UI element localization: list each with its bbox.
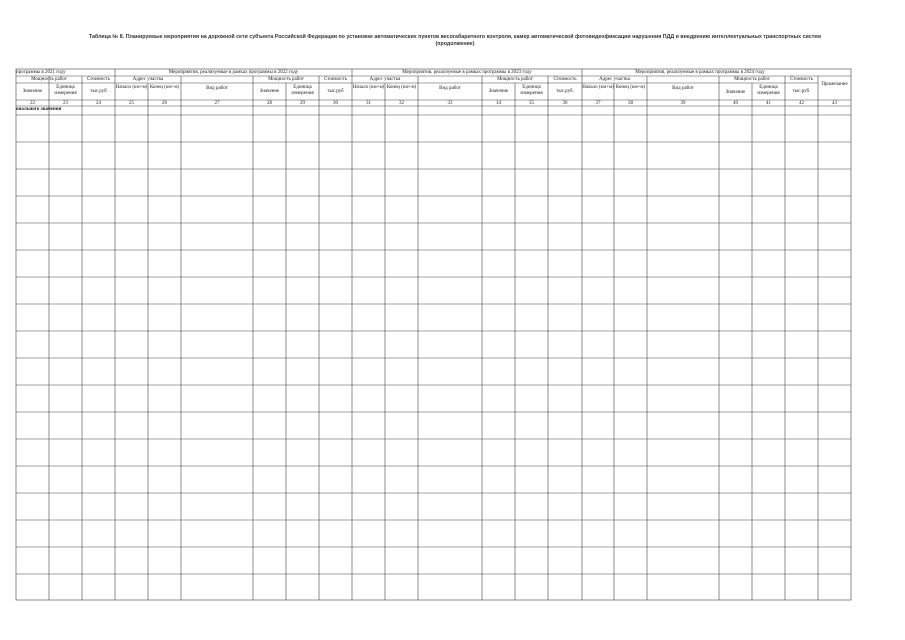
group-header-2021: программы в 2021 году (16, 69, 66, 75)
subheader-capacity-2024: Мощность работ (734, 76, 770, 82)
col-num-39: 39 (680, 100, 686, 106)
col-num-33: 33 (447, 100, 453, 106)
col-num-35: 35 (529, 100, 534, 106)
col-num-25: 25 (129, 100, 134, 106)
col-num-36: 36 (562, 100, 568, 106)
subheader-cost-2021: Стоимость (86, 76, 111, 82)
group-header-2024: Мероприятия, реализуемые в рамках программы в 2024 году (635, 69, 765, 75)
header-unit-2023: Единица измерения (520, 85, 543, 96)
col-num-43: 43 (832, 100, 837, 106)
subheader-cost-2023: Стоимость (553, 76, 577, 82)
header-work-type-2022: Вид работ (206, 85, 228, 91)
header-cost-2024: тыс.руб. (792, 88, 811, 94)
col-num-42: 42 (799, 100, 804, 106)
col-num-24: 24 (96, 100, 101, 106)
col-num-32: 32 (399, 100, 404, 106)
subheader-cost-2022: Стоимость (323, 76, 348, 82)
group-header-2023: Мероприятия, реализуемые в рамках программы в 2023 году (402, 69, 532, 75)
subheader-cost-2024: Стоимость (789, 76, 814, 82)
header-start-2022: Начало (км+м) (115, 85, 148, 90)
col-num-29: 29 (300, 100, 305, 106)
col-num-27: 27 (214, 100, 220, 106)
header-unit-2021: Единица измерения (54, 85, 77, 96)
col-num-40: 40 (733, 100, 738, 106)
header-value-2021: Значение (22, 88, 43, 94)
header-value-2024: Значение (725, 89, 746, 95)
col-num-41: 41 (766, 100, 771, 106)
col-num-26: 26 (162, 100, 167, 106)
subheader-address-2024: Адрес участка (599, 76, 630, 82)
col-num-30: 30 (333, 100, 338, 106)
header-end-2022: Конец (км+м) (149, 85, 180, 90)
col-num-34: 34 (496, 100, 501, 106)
header-unit-2024: Единица измерения (757, 85, 780, 96)
header-start-2023: Начало (км+м) (352, 85, 385, 90)
col-num-23: 23 (63, 100, 68, 106)
col-num-28: 28 (267, 100, 272, 106)
header-value-2022: Значение (259, 88, 280, 94)
subheader-capacity-2021: Мощность работ (31, 76, 67, 82)
header-start-2024: Начало (км+м) (582, 85, 614, 90)
subheader-capacity-2023: Мощность работ (497, 76, 533, 82)
header-work-type-2024: Вид работ (672, 85, 694, 91)
col-num-22: 22 (30, 100, 35, 106)
header-cost-2022: тыс.руб (327, 88, 344, 94)
table-title-line1: Таблица № 8. Планируемые мероприятия на дорожной сети субъекта Российской Федерации по установке автоматических пунктов весогабаритного контроля, камер автоматической фотовидеофиксации нарушения ПДД и внедрению интеллектуальных транспортных систем (88, 34, 822, 40)
group-header-2022: Мероприятия, реализуемые в рамках программы в 2022 году (168, 69, 299, 75)
header-unit-2022: Единица измерения (291, 85, 314, 96)
header-cost-2023: тыс.руб. (556, 88, 574, 94)
col-num-31: 31 (366, 100, 371, 106)
subheader-address-2022: Адрес участка (132, 76, 164, 82)
subheader-address-2023: Адрес участка (369, 76, 401, 82)
header-work-type-2023: Вид работ (439, 85, 461, 91)
col-num-38: 38 (628, 100, 633, 106)
table-title-line2: (продолжение) (435, 41, 475, 47)
section-label: онального значения (16, 107, 62, 112)
subheader-capacity-2022: Мощность работ (268, 76, 304, 82)
header-end-2023: Конец (км+м) (386, 85, 417, 90)
header-end-2024: Конец (км+м) (615, 85, 646, 90)
col-num-37: 37 (595, 100, 601, 106)
header-value-2023: Значение (488, 88, 509, 94)
header-cost-2021: тыс.руб (90, 88, 107, 94)
header-notes: Примечание (821, 82, 848, 87)
